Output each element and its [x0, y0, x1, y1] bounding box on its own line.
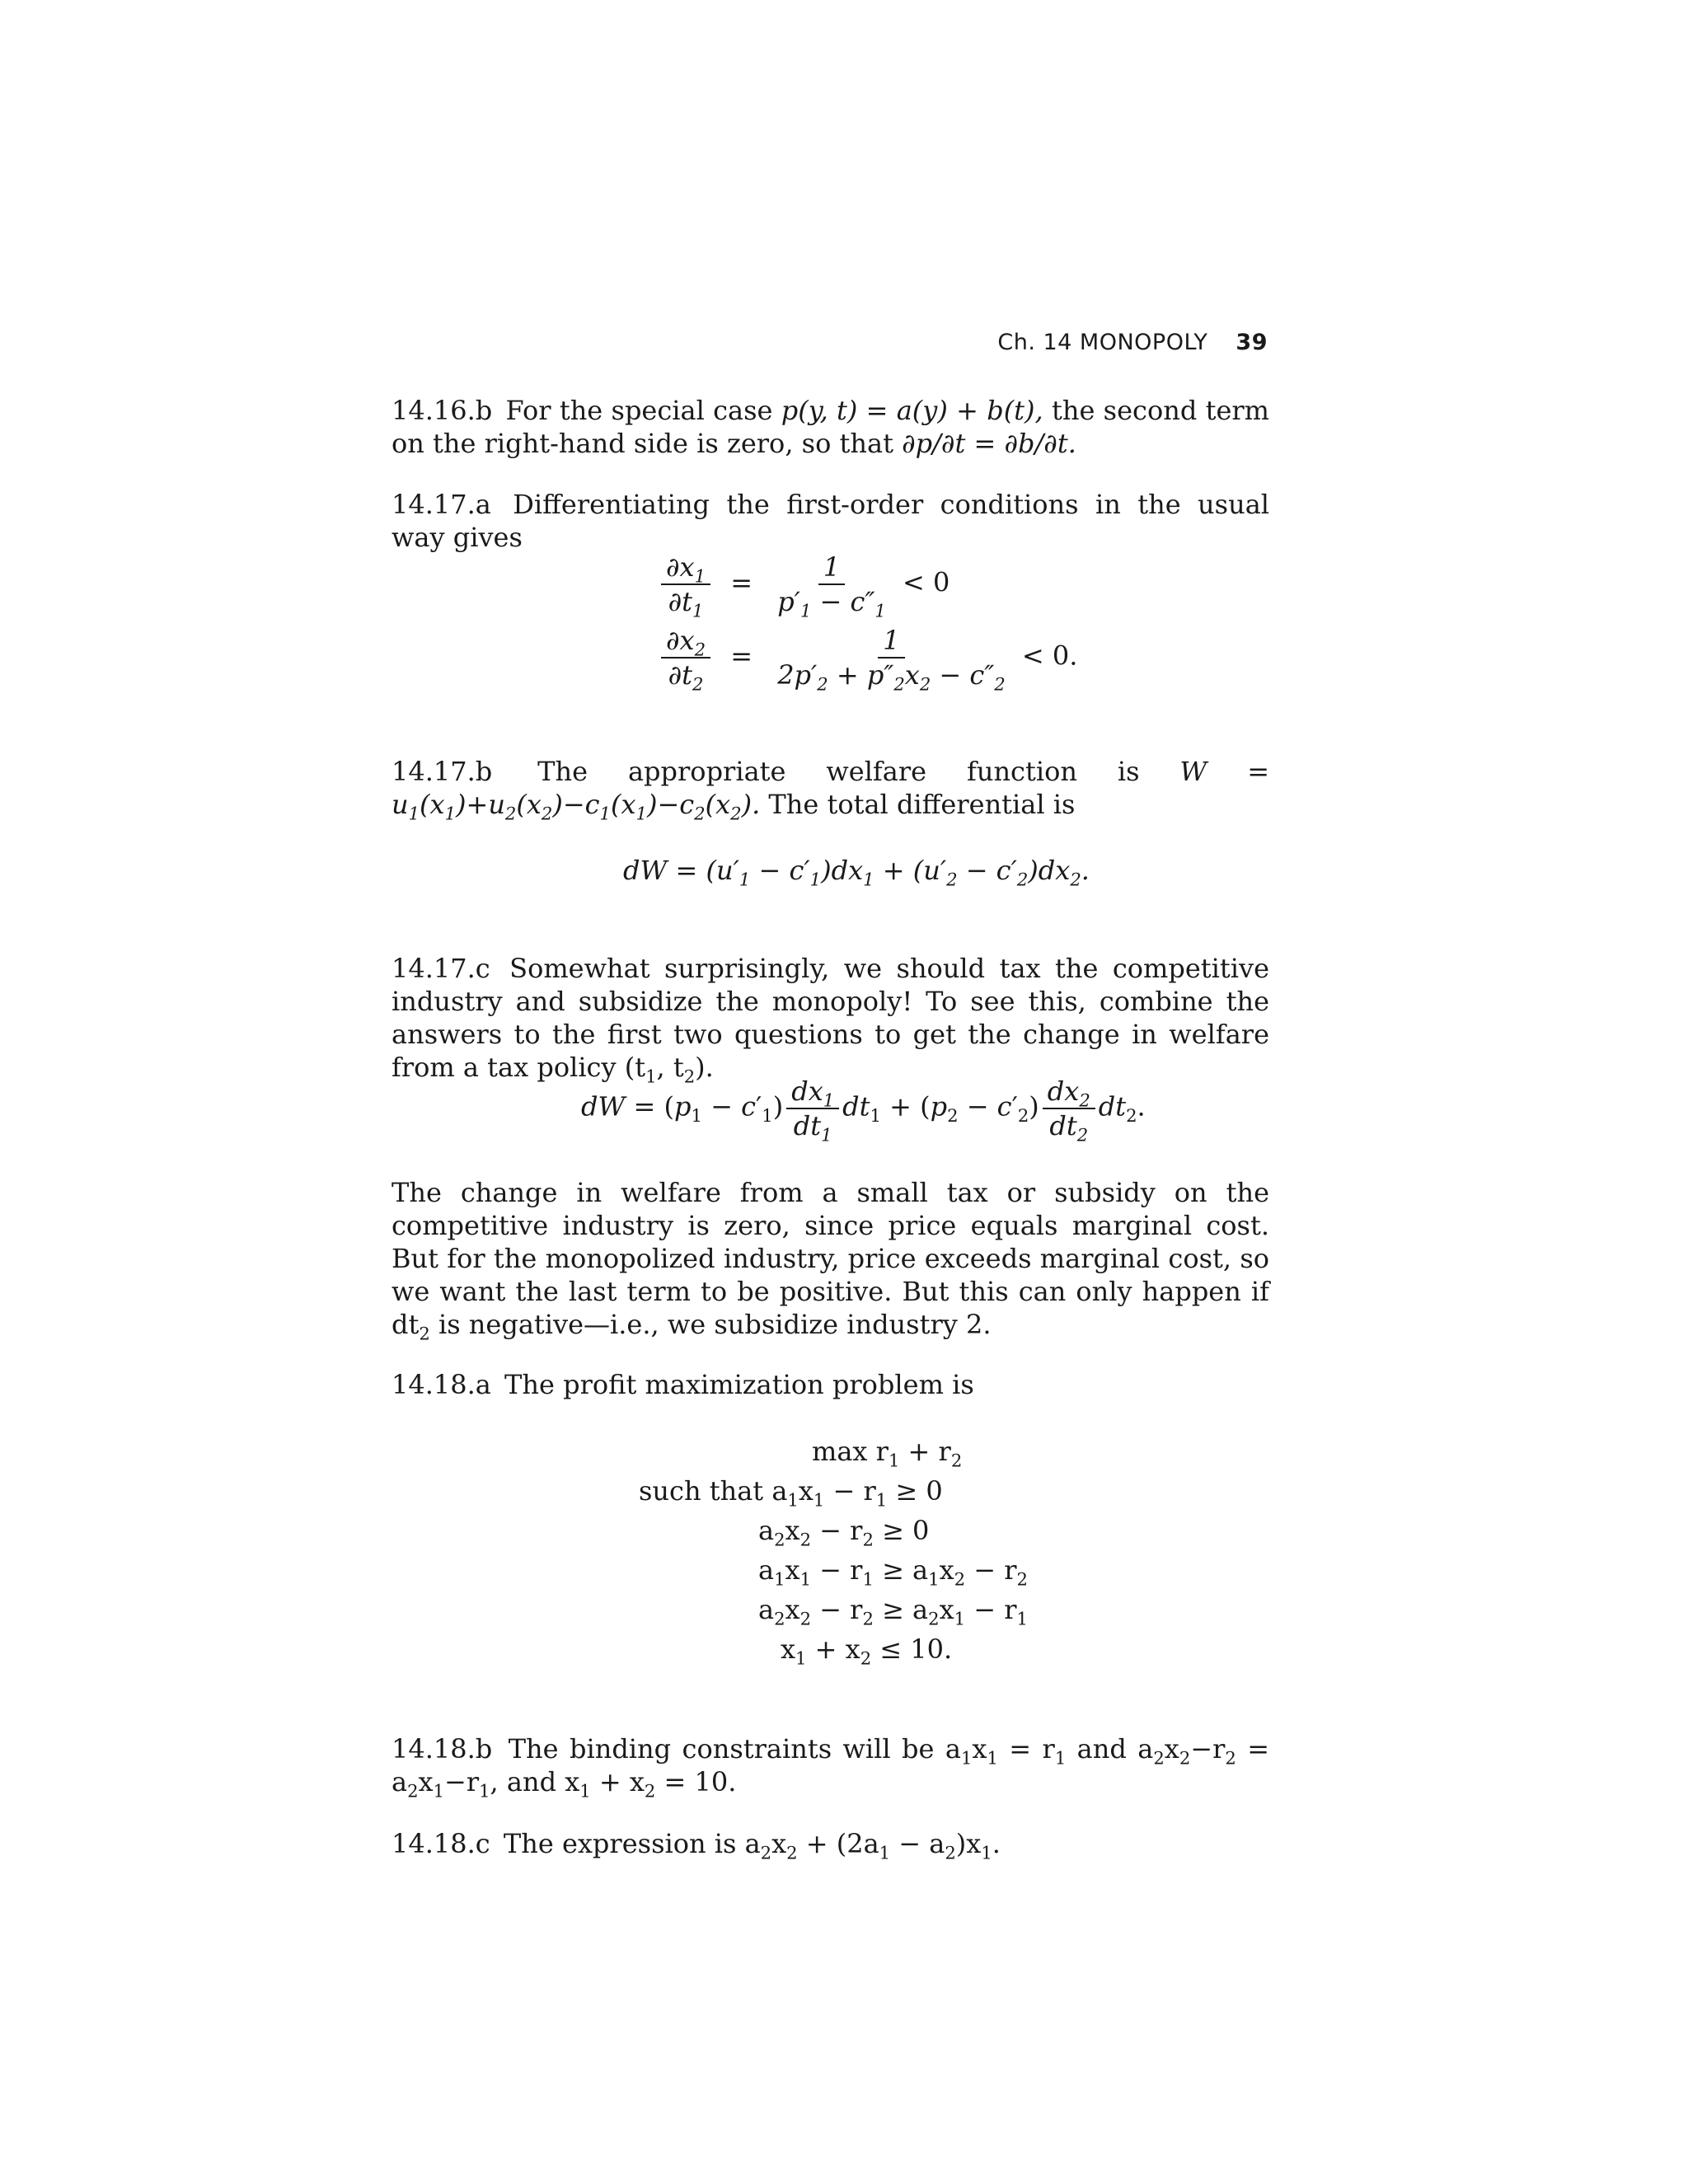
text: For the special case [505, 395, 773, 426]
fraction: $\frac{1}{2p'_2 + p''_2x_2 - c''_2}$ [777, 625, 1006, 695]
section-14-17-b [392, 755, 1270, 824]
equation-total-differential: dW = $(u'_1 - c'_1)dx_1 + (u'_2 - c'_2)dx_2$. [623, 855, 1090, 890]
fraction: $\frac{\partial x_1}{\partial t_1}$ [661, 551, 710, 618]
section-label: 14.18.c [392, 1828, 490, 1859]
constraint-5: $x_1 + x_2 \le 10$. [781, 1633, 953, 1669]
paragraph-14-17-b [392, 755, 1270, 824]
section-14-17-a [392, 488, 1269, 554]
text: Somewhat surprisingly, we should tax the competitive industry and subsidize the monopoly! To see this, combine the answers to the first two questions to get the change in welfare from a tax policy ($t_1$, $t_2$). [392, 953, 1269, 1087]
equation-dx2-dt2: $\frac{\partial x_2}{\partial t_2}$ = $\frac{1}{2p'_2 + p''_2x_2 - c''_2}$ < 0. [658, 624, 1077, 691]
text: the second term on the right-hand side is zero, so that [392, 395, 1270, 459]
constraint-1: such that $a_1x_1 - r_1 \ge 0$ [639, 1475, 943, 1511]
text: Differentiating the first-order conditions in the usual way gives [392, 489, 1269, 553]
paragraph-14-17-c [392, 952, 1269, 1087]
section-label: 14.17.b [392, 756, 493, 787]
fraction: $\frac{\partial x_2}{\partial t_2}$ [661, 624, 710, 691]
section-label: 14.16.b [392, 395, 493, 426]
section-14-17-c [392, 952, 1269, 1087]
fraction: $\frac{1}{p'_1 - c''_1}$ [777, 551, 886, 621]
inequality: < 0. [1021, 640, 1078, 672]
section-welfare-explanation [392, 1176, 1269, 1344]
section-14-16-b [392, 394, 1269, 460]
constraint-2: $a_2x_2 - r_2 \ge 0$ [758, 1515, 930, 1550]
text: The binding constraints will be $a_1x_1 = r_1$ and $a_2x_2-r_2 = a_2x_1-r_1$, and $x_1 + x_2 = 10$. [392, 1733, 1270, 1802]
equation-dx1-dt1: $\frac{\partial x_1}{\partial t_1}$ = $\frac{1}{p'_1 - c''_1}$ < 0 [658, 551, 950, 618]
equation-welfare-change: dW = $(p_1 - c'_1)$ $\frac{dx_1}{dt_1}$ $dt_1 + (p_2 - c'_2)$ $\frac{dx_2}{dt_2}$ $dt_2$. [581, 1076, 1146, 1146]
text: The total differential is [768, 789, 1076, 820]
paragraph-14-16-b [392, 394, 1269, 460]
running-title: Ch. 14 MONOPOLY [997, 330, 1208, 355]
section-label: 14.17.c [392, 953, 490, 984]
math-inline: $W = u_1(x_1)+u_2(x_2)-c_1(x_1)-c_2(x_2)$. [392, 756, 1270, 824]
running-header [997, 330, 1268, 355]
text: The profit maximization problem is [504, 1369, 974, 1400]
text: The appropriate welfare function is [537, 756, 1140, 787]
math-inline: ∂p/∂t = ∂b/∂t. [902, 428, 1076, 459]
section-14-18-c [392, 1827, 1269, 1863]
section-14-18-b [392, 1732, 1270, 1802]
paragraph-welfare: The change in welfare from a small tax or subsidy on the competitive industry is zero, since price equals marginal cost. But for the monopolized industry, price exceeds marginal cost, so we want the last term to be positive. But this can only happen if $dt_2$ is negative—i.e., we subsidize industry 2. [392, 1177, 1269, 1344]
paragraph-14-18-c [392, 1827, 1269, 1863]
page-number: 39 [1236, 330, 1268, 355]
objective: $\max r_1 + r_2$ [812, 1436, 963, 1471]
section-label: 14.18.a [392, 1369, 491, 1400]
inequality: < 0 [903, 566, 950, 598]
constraint-3: $a_1x_1 - r_1 \ge a_1x_2 - r_2$ [758, 1554, 1028, 1590]
section-14-18-a [392, 1368, 1269, 1401]
paragraph-14-18-a [392, 1368, 1269, 1401]
math-inline: p(y, t) = a(y) + b(t), [781, 395, 1043, 426]
section-label: 14.17.a [392, 489, 491, 520]
section-label: 14.18.b [392, 1733, 493, 1765]
text: The expression is $a_2x_2 + (2a_1 - a_2)x_1$. [503, 1828, 1001, 1863]
paragraph-14-18-b [392, 1732, 1270, 1802]
paragraph-14-17-a [392, 488, 1269, 554]
constraint-4: $a_2x_2 - r_2 \ge a_2x_1 - r_1$ [758, 1594, 1028, 1629]
